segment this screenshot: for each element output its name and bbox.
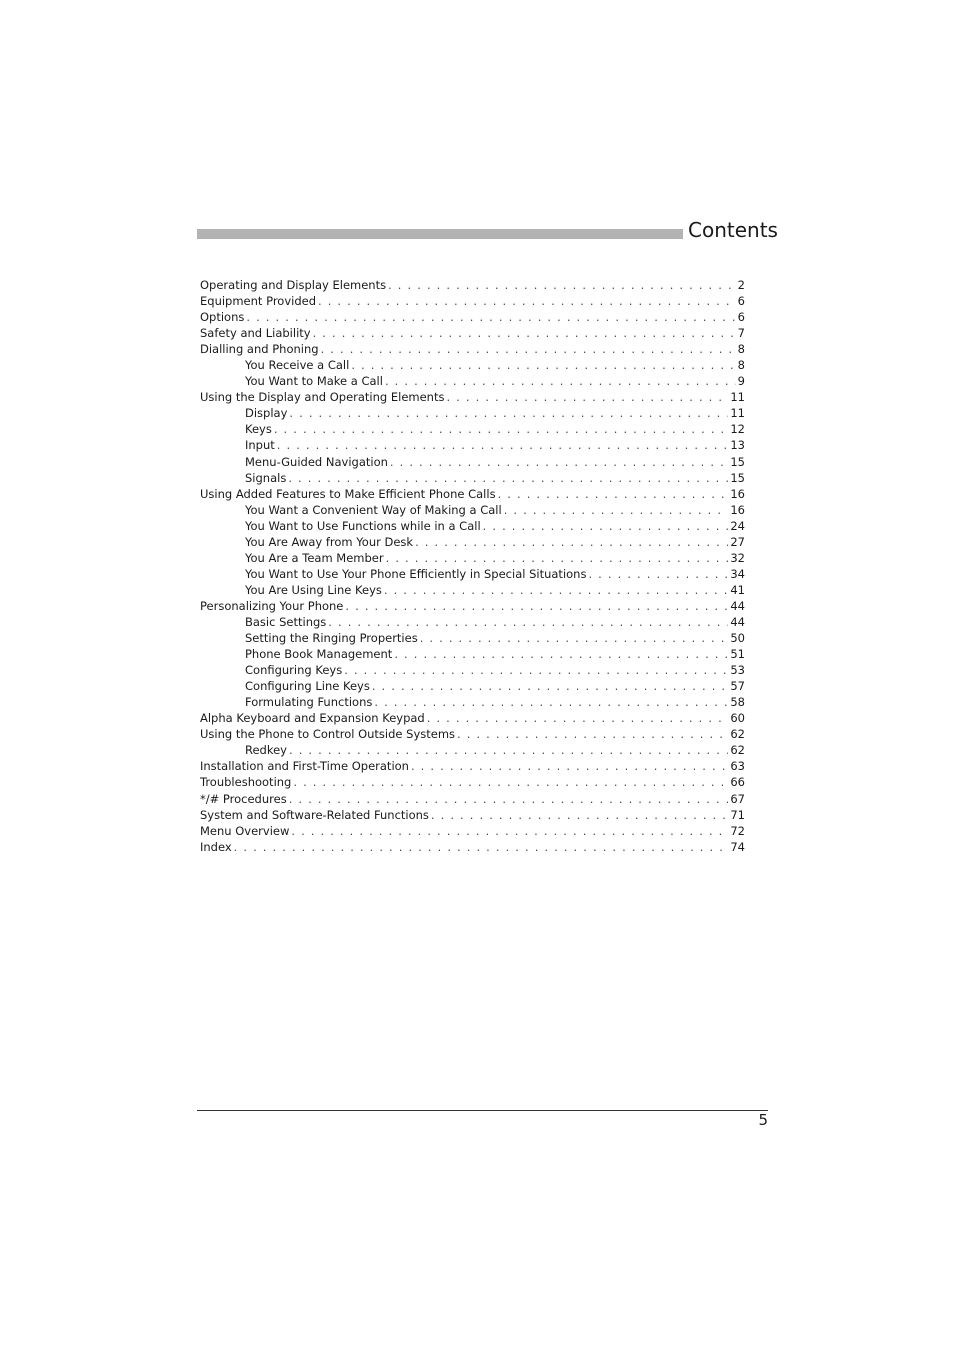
- toc-entry-page: 6: [737, 310, 745, 325]
- toc-dot-leader: [374, 694, 728, 710]
- toc-entry-page: 32: [730, 550, 745, 565]
- toc-entry[interactable]: [200, 341, 745, 357]
- toc-dot-leader: [504, 502, 729, 518]
- toc-dot-leader: [386, 550, 729, 566]
- toc-entry-page: 62: [730, 727, 745, 742]
- toc-entry-page: 8: [737, 342, 745, 357]
- toc-entry[interactable]: [200, 678, 745, 694]
- toc-entry[interactable]: [200, 502, 745, 518]
- toc-entry[interactable]: [200, 454, 745, 470]
- toc-dot-leader: [411, 758, 728, 774]
- toc-entry[interactable]: [200, 758, 745, 774]
- toc-entry-label: Setting the Ringing Properties: [245, 631, 418, 646]
- toc-entry[interactable]: [200, 277, 745, 293]
- toc-entry-label: Basic Settings: [245, 614, 327, 629]
- toc-entry[interactable]: [200, 389, 745, 405]
- toc-entry-page: 24: [730, 518, 745, 533]
- toc-entry-label: Configuring Line Keys: [245, 679, 370, 694]
- toc-entry-label: You Want to Make a Call: [245, 374, 383, 389]
- toc-entry[interactable]: [200, 807, 745, 823]
- toc-entry-label: You Want a Convenient Way of Making a Call: [245, 502, 502, 517]
- toc-entry-page: 41: [730, 582, 745, 597]
- toc-dot-leader: [351, 357, 735, 373]
- toc-entry-page: 44: [730, 614, 745, 629]
- toc-entry-page: 50: [730, 631, 745, 646]
- toc-entry-label: You Receive a Call: [245, 358, 350, 373]
- toc-entry[interactable]: [200, 357, 745, 373]
- toc-entry[interactable]: [200, 293, 745, 309]
- toc-dot-leader: [321, 341, 736, 357]
- toc-entry-label: You Are a Team Member: [245, 550, 384, 565]
- toc-entry[interactable]: [200, 614, 745, 630]
- toc-entry-page: 27: [730, 534, 745, 549]
- toc-entry[interactable]: [200, 518, 745, 534]
- toc-entry-label: Menu Overview: [200, 823, 290, 838]
- toc-entry-page: 60: [730, 711, 745, 726]
- toc-dot-leader: [328, 614, 728, 630]
- toc-entry-page: 53: [730, 663, 745, 678]
- toc-entry-page: 15: [730, 454, 745, 469]
- toc-entry-page: 34: [730, 566, 745, 581]
- toc-entry[interactable]: [200, 791, 745, 807]
- toc-entry[interactable]: [200, 373, 745, 389]
- toc-entry-label: */# Procedures: [200, 791, 287, 806]
- toc-entry[interactable]: [200, 598, 745, 614]
- toc-entry[interactable]: [200, 742, 745, 758]
- toc-entry-label: Options: [200, 310, 245, 325]
- toc-entry-label: You Are Using Line Keys: [245, 582, 382, 597]
- toc-entry[interactable]: [200, 421, 745, 437]
- toc-dot-leader: [345, 598, 728, 614]
- toc-entry-label: Equipment Provided: [200, 294, 316, 309]
- toc-entry-page: 13: [730, 438, 745, 453]
- toc-entry-label: Phone Book Management: [245, 647, 393, 662]
- toc-entry-label: Signals: [245, 470, 287, 485]
- toc-entry-label: Formulating Functions: [245, 695, 373, 710]
- toc-entry-page: 58: [730, 695, 745, 710]
- toc-entry-page: 74: [730, 839, 745, 854]
- toc-entry-page: 11: [730, 406, 745, 421]
- toc-entry-label: Index: [200, 839, 232, 854]
- toc-entry-page: 16: [730, 502, 745, 517]
- toc-dot-leader: [446, 389, 728, 405]
- toc-entry-label: Operating and Display Elements: [200, 278, 387, 292]
- toc-entry-label: Installation and First-Time Operation: [200, 759, 409, 774]
- toc-entry-label: Personalizing Your Phone: [200, 598, 344, 613]
- toc-entry[interactable]: [200, 839, 745, 855]
- toc-entry[interactable]: [200, 437, 745, 453]
- page-title: Contents: [688, 218, 778, 242]
- toc-dot-leader: [234, 839, 729, 855]
- toc-entry-label: Display: [245, 406, 288, 421]
- toc-dot-leader: [388, 277, 736, 293]
- toc-entry[interactable]: [200, 710, 745, 726]
- toc-dot-leader: [274, 421, 729, 437]
- toc-entry-page: 57: [730, 679, 745, 694]
- toc-dot-leader: [420, 630, 729, 646]
- toc-entry[interactable]: [200, 662, 745, 678]
- toc-entry-page: 63: [730, 759, 745, 774]
- toc-entry-label: Using the Phone to Control Outside Systems: [200, 727, 456, 742]
- toc-entry-page: 16: [730, 486, 745, 501]
- toc-entry-page: 11: [730, 390, 745, 405]
- header-bar: [197, 229, 683, 239]
- toc-entry-label: System and Software-Related Functions: [200, 807, 429, 822]
- toc-entry-page: 6: [737, 294, 745, 309]
- toc-dot-leader: [293, 774, 728, 790]
- toc-entry[interactable]: [200, 646, 745, 662]
- toc-entry-page: 72: [730, 823, 745, 838]
- toc-entry-page: 62: [730, 743, 745, 758]
- toc-entry-label: Safety and Liability: [200, 326, 311, 341]
- toc-dot-leader: [483, 518, 729, 534]
- toc-entry-label: Alpha Keyboard and Expansion Keypad: [200, 711, 425, 726]
- toc-entry-label: You Are Away from Your Desk: [245, 534, 414, 549]
- toc-dot-leader: [288, 470, 728, 486]
- toc-entry-page: 7: [737, 326, 745, 341]
- toc-entry-label: Input: [245, 438, 275, 453]
- toc-entry-page: 51: [730, 647, 745, 662]
- toc-entry-page: 2: [737, 278, 745, 292]
- toc-entry-label: You Want to Use Functions while in a Call: [245, 518, 481, 533]
- toc-entry-label: Redkey: [245, 743, 287, 758]
- toc-dot-leader: [372, 678, 729, 694]
- toc-dot-leader: [291, 823, 728, 839]
- toc-dot-leader: [313, 325, 736, 341]
- toc-entry[interactable]: [200, 582, 745, 598]
- toc-dot-leader: [390, 454, 728, 470]
- toc-entry[interactable]: [200, 486, 745, 502]
- table-of-contents: [200, 277, 745, 855]
- toc-entry[interactable]: [200, 534, 745, 550]
- toc-entry-label: Configuring Keys: [245, 663, 343, 678]
- toc-dot-leader: [385, 373, 736, 389]
- toc-dot-leader: [384, 582, 728, 598]
- toc-entry-page: 15: [730, 470, 745, 485]
- toc-entry[interactable]: [200, 470, 745, 486]
- toc-entry[interactable]: [200, 694, 745, 710]
- toc-entry-page: 9: [737, 374, 745, 389]
- toc-entry-label: Keys: [245, 422, 272, 437]
- toc-entry[interactable]: [200, 566, 745, 582]
- toc-dot-leader: [457, 726, 728, 742]
- toc-entry[interactable]: [200, 309, 745, 325]
- toc-dot-leader: [415, 534, 728, 550]
- toc-dot-leader: [289, 405, 728, 421]
- toc-dot-leader: [427, 710, 729, 726]
- toc-dot-leader: [344, 662, 728, 678]
- toc-dot-leader: [289, 742, 728, 758]
- toc-entry-label: Dialling and Phoning: [200, 342, 319, 357]
- toc-entry-page: 44: [730, 598, 745, 613]
- toc-dot-leader: [289, 791, 729, 807]
- toc-entry-label: Menu-Guided Navigation: [245, 454, 388, 469]
- toc-entry[interactable]: [200, 630, 745, 646]
- toc-entry-label: You Want to Use Your Phone Efficiently in Special Situations: [245, 566, 587, 581]
- toc-dot-leader: [498, 486, 729, 502]
- toc-entry[interactable]: [200, 550, 745, 566]
- page-number: 5: [758, 1111, 768, 1129]
- toc-entry-page: 12: [730, 422, 745, 437]
- toc-entry-label: Troubleshooting: [200, 775, 292, 790]
- toc-dot-leader: [318, 293, 736, 309]
- toc-entry-page: 67: [730, 791, 745, 806]
- toc-entry[interactable]: [200, 823, 745, 839]
- toc-entry-label: Using Added Features to Make Efficient Phone Calls: [200, 486, 496, 501]
- toc-dot-leader: [431, 807, 728, 823]
- toc-entry-page: 66: [730, 775, 745, 790]
- toc-dot-leader: [394, 646, 728, 662]
- toc-entry-page: 71: [730, 807, 745, 822]
- toc-entry[interactable]: [200, 726, 745, 742]
- toc-entry[interactable]: [200, 405, 745, 421]
- footer-rule: [197, 1110, 768, 1111]
- toc-entry[interactable]: [200, 325, 745, 341]
- toc-dot-leader: [277, 437, 729, 453]
- toc-entry[interactable]: [200, 774, 745, 790]
- toc-dot-leader: [588, 566, 728, 582]
- toc-entry-label: Using the Display and Operating Elements: [200, 390, 445, 405]
- toc-entry-page: 8: [737, 358, 745, 373]
- toc-dot-leader: [246, 309, 735, 325]
